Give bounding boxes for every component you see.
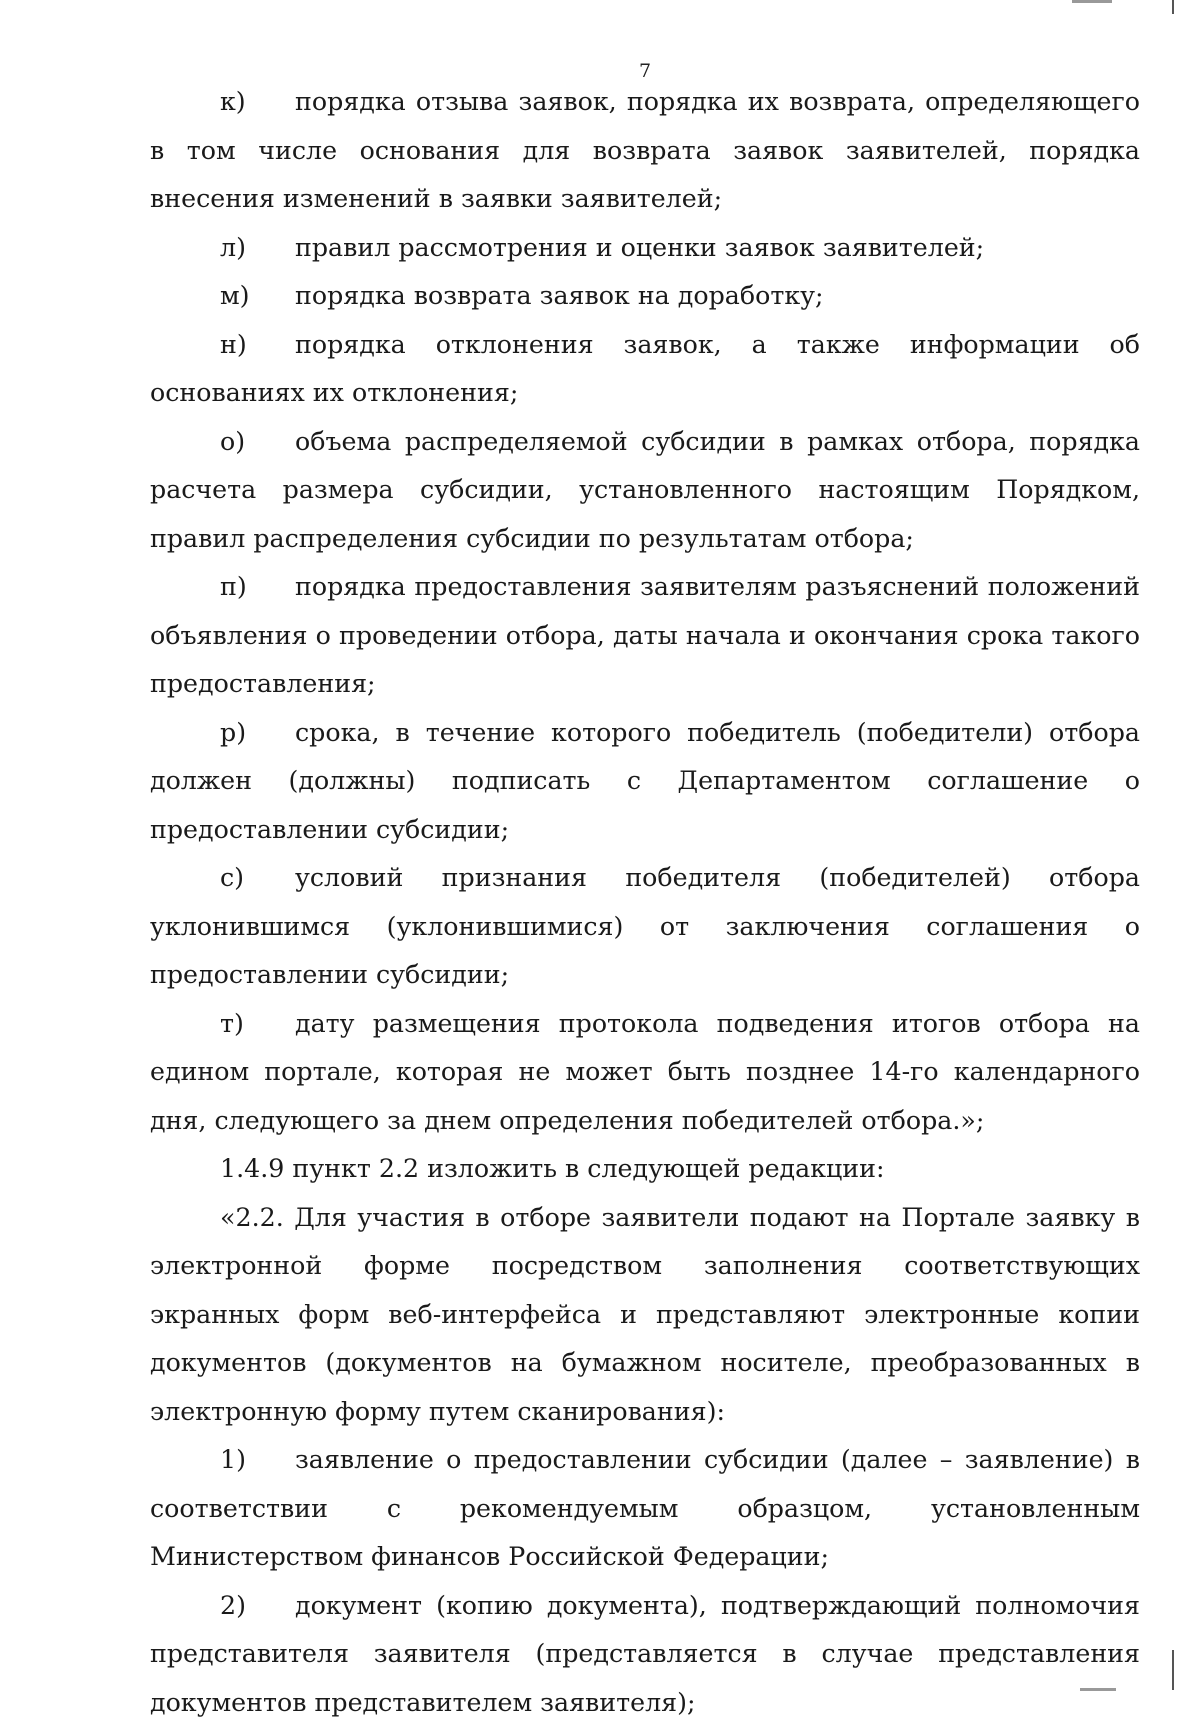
list-marker: л) [220, 224, 295, 273]
list-item-text: условий признания победителя (победителей) отбора уклонившимся (уклонившимися) от заключения соглашения о предоставлении субсидии; [150, 863, 1140, 989]
list-item-text: порядка отклонения заявок, а также информации об основаниях их отклонения; [150, 330, 1140, 408]
list-marker: 2) [220, 1582, 295, 1631]
list-item-o [150, 418, 1140, 564]
list-item-k [150, 78, 1140, 224]
document-body [150, 78, 1140, 1727]
list-item-text: заявление о предоставлении субсидии (далее – заявление) в соответствии с рекомендуемым образцом, установленным Министерством финансов Российской Федерации; [150, 1445, 1140, 1571]
list-marker: к) [220, 78, 295, 127]
list-item-1 [150, 1436, 1140, 1582]
list-marker: т) [220, 1000, 295, 1049]
list-item-n [150, 321, 1140, 418]
list-marker: с) [220, 854, 295, 903]
list-marker: м) [220, 272, 295, 321]
list-marker: 1) [220, 1436, 295, 1485]
list-item-r [150, 709, 1140, 855]
list-item-t [150, 1000, 1140, 1146]
paragraph-2-2: «2.2. Для участия в отборе заявители подают на Портале заявку в электронной форме посредством заполнения соответствующих экранных форм веб-интерфейса и представляют электронные копии документов (документов на бумажном носителе, преобразованных в электронную форму путем сканирования): [150, 1194, 1140, 1437]
list-item-l [150, 224, 1140, 273]
list-item-text: дату размещения протокола подведения итогов отбора на едином портале, которая не может быть позднее 14-го календарного дня, следующего за днем определения победителей отбора.»; [150, 1009, 1140, 1135]
list-item-text: порядка возврата заявок на доработку; [295, 281, 824, 310]
list-marker: н) [220, 321, 295, 370]
scan-edge-mark-top [1072, 0, 1112, 3]
list-item-text: порядка отзыва заявок, порядка их возврата, определяющего в том числе основания для возврата заявок заявителей, порядка внесения изменений в заявки заявителей; [150, 87, 1140, 213]
page-number: 7 [0, 60, 1200, 82]
list-item-text: документ (копию документа), подтверждающий полномочия представителя заявителя (представляется в случае представления документов представителем заявителя); [150, 1591, 1140, 1717]
list-item-m [150, 272, 1140, 321]
list-item-p [150, 563, 1140, 709]
scan-edge-line-bottom-right [1172, 1650, 1174, 1690]
list-item-text: срока, в течение которого победитель (победители) отбора должен (должны) подписать с Департаментом соглашение о предоставлении субсидии; [150, 718, 1140, 844]
list-item-text: правил рассмотрения и оценки заявок заявителей; [295, 233, 984, 262]
list-item-s [150, 854, 1140, 1000]
list-item-2 [150, 1582, 1140, 1727]
paragraph-amendment-1-4-9: 1.4.9 пункт 2.2 изложить в следующей редакции: [150, 1145, 1140, 1194]
list-marker: р) [220, 709, 295, 758]
list-item-text: порядка предоставления заявителям разъяснений положений объявления о проведении отбора, даты начала и окончания срока такого предоставления; [150, 572, 1140, 698]
list-marker: п) [220, 563, 295, 612]
list-marker: о) [220, 418, 295, 467]
list-item-text: объема распределяемой субсидии в рамках отбора, порядка расчета размера субсидии, установленного настоящим Порядком, правил распределения субсидии по результатам отбора; [150, 427, 1140, 553]
scan-edge-line-top-right [1172, 0, 1174, 14]
